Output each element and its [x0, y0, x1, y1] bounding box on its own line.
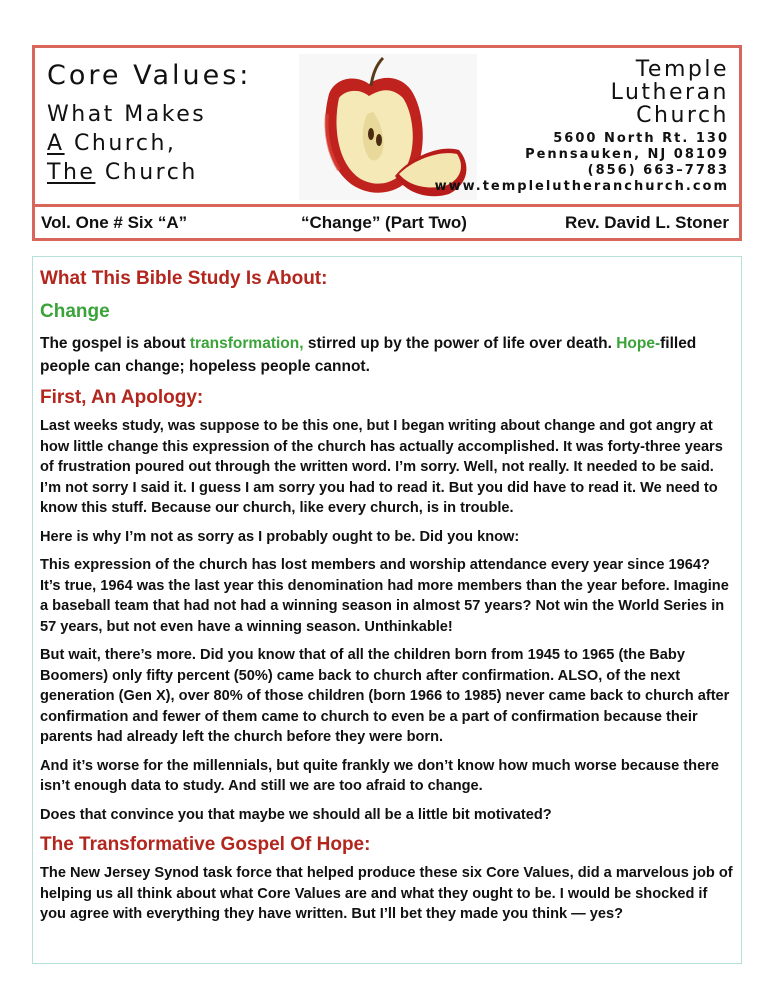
intro-text-1: The gospel is about [40, 335, 190, 352]
church-name-2: Lutheran [610, 80, 729, 105]
heading-change: Change [40, 301, 110, 322]
subtitle-church-1: Church, [64, 131, 177, 156]
subtitle-a: A [47, 131, 65, 156]
paragraph-3: This expression of the church has lost members and worship attendance every year since 1964? It’s true, 1964 was the last year this denomination had more members than the year before. Imagine a baseball team that had not had a winning season in almost 57 years? Not win the World Series in 57 years, but not even have a winning season. Unthinkable! [40, 557, 729, 635]
paragraph-1: Last weeks study, was suppose to be this one, but I began writing about change and got angry at how little change this expression of the church has actually accomplished. It was forty-three years of frustration poured out through the written word. I’m sorry. Well, not really. It needed to be said. I’m not sorry I said it. I guess I am sorry you had to read it. But you did have to read it. We need to know this stuff. Because our church, like every church, is in trouble. [40, 418, 723, 516]
subtitle [47, 100, 206, 187]
intro-hope: Hope- [616, 335, 661, 352]
heading-apology: First, An Apology: [40, 387, 204, 408]
subtitle-line-1: What Makes [47, 102, 207, 127]
topic-label: “Change” (Part Two) [301, 213, 467, 232]
masthead-top [35, 48, 739, 204]
masthead [32, 45, 742, 241]
paragraph-6: Does that convince you that maybe we should all be a little bit motivated? [40, 806, 552, 823]
subtitle-line-3 [47, 158, 206, 187]
church-info [435, 58, 729, 195]
heading-gospel: The Transformative Gospel Of Hope: [40, 834, 371, 855]
author-label: Rev. David L. Stoner [564, 213, 729, 232]
intro-text-3: filled people can change; hopeless people cannot. [40, 335, 697, 375]
intro-transformation: transformation, [189, 335, 304, 352]
paragraph-5: And it’s worse for the millennials, but quite frankly we don’t know how much worse because there isn’t enough data to study. And still we are too afraid to change. [40, 757, 719, 794]
volume-label: Vol. One # Six “A” [41, 213, 188, 232]
paragraph-4: But wait, there’s more. Did you know that of all the children born from 1945 to 1965 (the Baby Boomers) only fifty percent (50%) came back to church after confirmation. ALSO, of the next generation (Gen X), over 80% of those children (born 1966 to 1985) never came back to church after confirmation and fewer of them came to church to even be a part of confirmation because their parents had already left the church before they were born. [40, 647, 730, 745]
issue-bar [35, 204, 739, 238]
church-contact [435, 131, 729, 195]
church-name-3: Church [636, 103, 729, 128]
paragraph-7: The New Jersey Synod task force that helped produce these six Core Values, did a marvelous job of helping us all think about what Core Values are and what they ought to be. I would be shocked if you agree with everything they have written. But I’ll bet they made you think — yes? [40, 865, 733, 922]
subtitle-church-2: Church [95, 160, 198, 185]
paragraph-2: Here is why I’m not as sorry as I probably ought to be. Did you know: [40, 528, 520, 545]
church-website[interactable]: www.templelutheranchurch.com [434, 179, 729, 194]
heading-about: What This Bible Study Is About: [40, 268, 328, 289]
intro-paragraph [40, 332, 733, 378]
study-content [32, 256, 742, 964]
subtitle-the: The [47, 160, 96, 185]
church-phone: (856) 663–7783 [587, 163, 729, 178]
subtitle-line-2 [47, 129, 206, 158]
page-title: Core Values: [47, 60, 252, 91]
church-name-1: Temple [635, 57, 729, 82]
church-city: Pennsauken, NJ 08109 [525, 147, 729, 162]
intro-text-2: stirred up by the power of life over death. [303, 335, 617, 352]
church-address: 5600 North Rt. 130 [553, 131, 729, 146]
